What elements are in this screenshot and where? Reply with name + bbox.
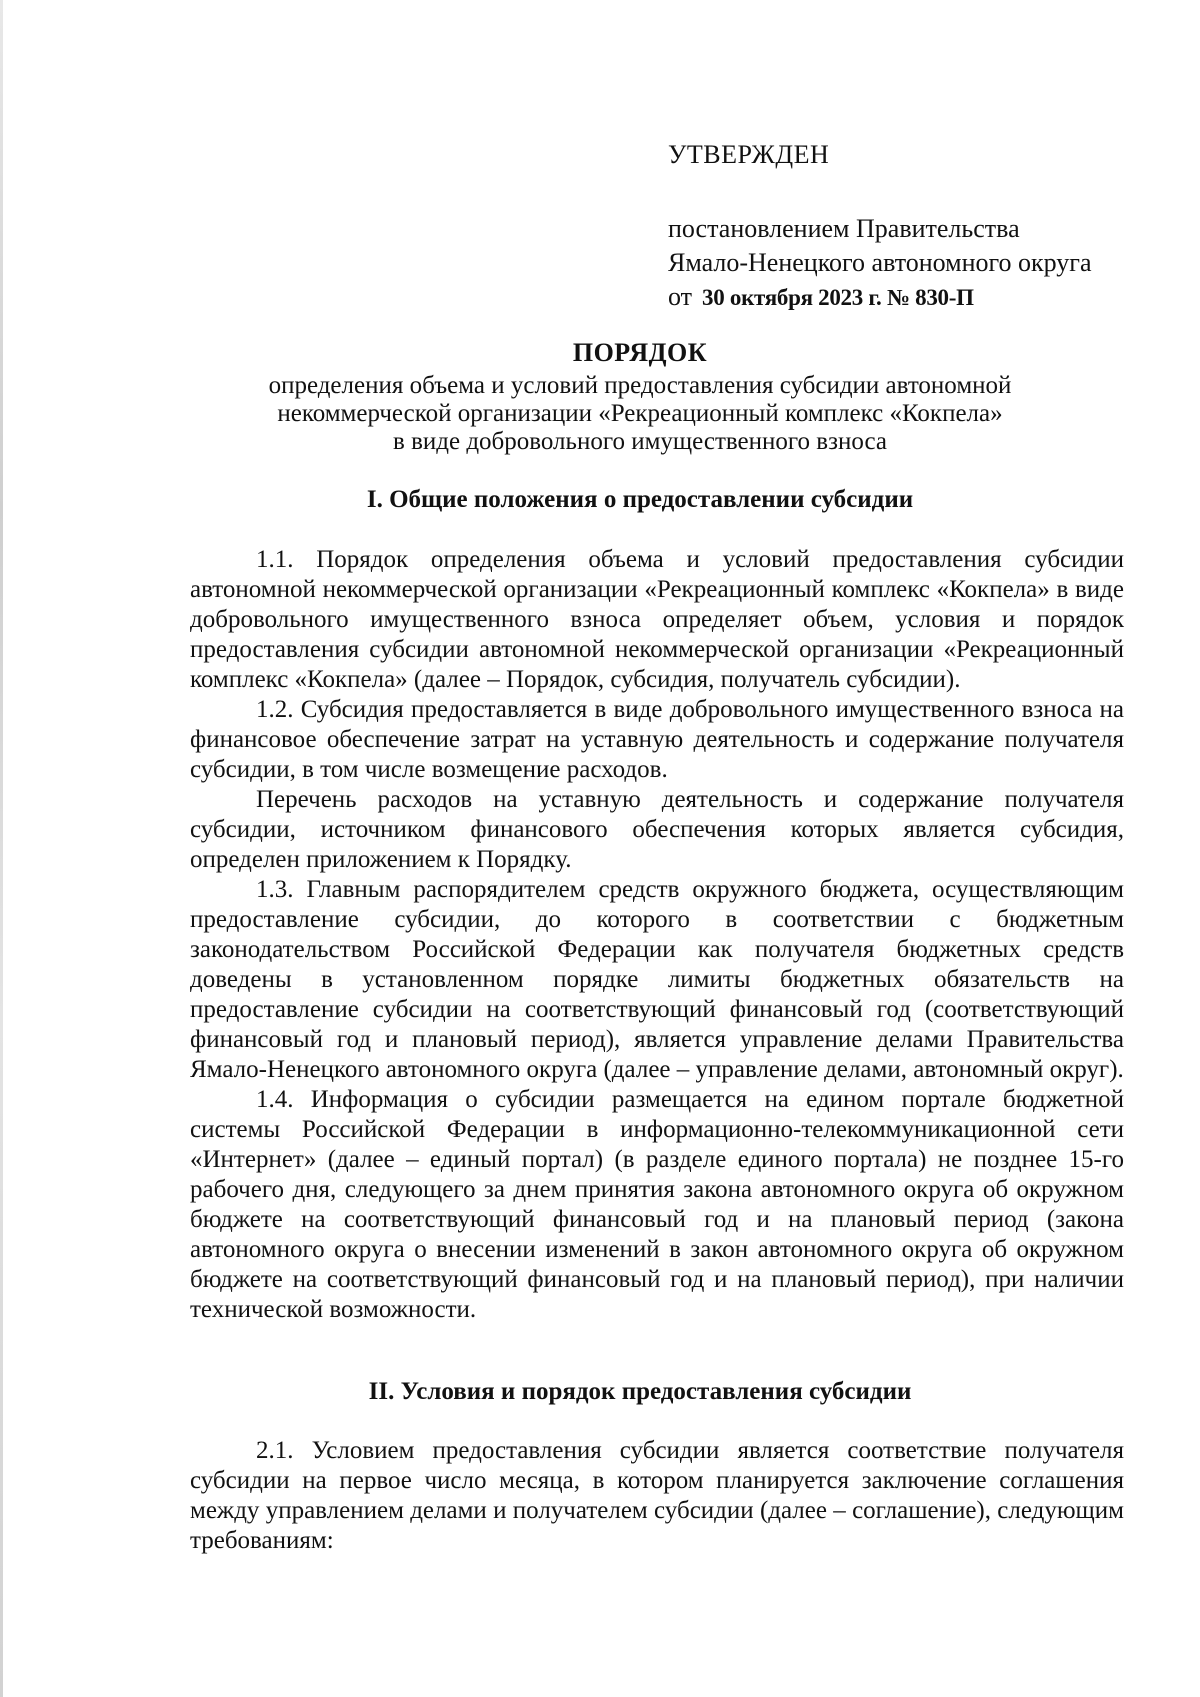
resolution-date-number: 30 октября 2023 г. № 830-П <box>702 285 974 310</box>
section-2-body <box>190 1436 1124 1556</box>
document-title: ПОРЯДОК <box>572 338 708 367</box>
approval-date-line <box>668 280 1092 315</box>
approved-label: УТВЕРЖДЕН <box>668 140 830 169</box>
approval-line-1: постановлением Правительства <box>668 214 1020 243</box>
approval-line-2: Ямало-Ненецкого автономного округа <box>668 248 1092 277</box>
paragraph-1-2: 1.2. Субсидия предоставляется в виде добровольного имущественного взноса на финансовое обеспечение затрат на уставную деятельность и содержание получателя субсидии, в том числе возмещение расходов. <box>190 696 1124 783</box>
paragraph-2-1: 2.1. Условием предоставления субсидии является соответствие получателя субсидии на первое число месяца, в котором планируется заключение соглашения между управлением делами и получателем субсидии (далее – соглашение), следующим требованиям: <box>190 1437 1124 1554</box>
approval-stamp <box>668 138 1092 315</box>
paragraph-1-2-list: Перечень расходов на уставную деятельность и содержание получателя субсидии, источником финансового обеспечения которых является субсидия, определен приложением к Порядку. <box>190 786 1124 873</box>
section-heading-2: II. Условия и порядок предоставления субсидии <box>368 1378 912 1405</box>
paragraph-1-4: 1.4. Информация о субсидии размещается на едином портале бюджетной системы Российской Федерации в информационно-телекоммуникационной сети «Интернет» (далее – единый портал) (в разделе единого портала) не позднее 15-го рабочего дня, следующего за днем принятия закона автономного округа об окружном бюджете на соответствующий финансовый год и на плановый период (закона автономного округа о внесении изменений в закон автономного округа об окружном бюджете на соответствующий финансовый год и на плановый период), при наличии технической возможности. <box>190 1086 1124 1323</box>
subtitle-line: в виде добровольного имущественного взноса <box>393 428 887 455</box>
document-subtitle <box>190 372 1090 456</box>
paragraph-1-3: 1.3. Главным распорядителем средств окружного бюджета, осуществляющим предоставление субсидии, до которого в соответствии с бюджетным законодательством Российской Федерации как получателя бюджетных средств доведены в установленном порядке лимиты бюджетных обязательств на предоставление субсидии на соответствующий финансовый год (соответствующий финансовый год и плановый период), является управление делами Правительства Ямало-Ненецкого автономного округа (далее – управление делами, автономный округ). <box>190 876 1124 1083</box>
section-heading-1: I. Общие положения о предоставлении субсидии <box>366 486 914 513</box>
subtitle-line: некоммерческой организации «Рекреационный комплекс «Кокпела» <box>277 400 1003 427</box>
subtitle-line: определения объема и условий предоставления субсидии автономной <box>268 372 1012 399</box>
date-prefix: от <box>668 282 693 311</box>
section-1-body <box>190 545 1124 1325</box>
paragraph-1-1: 1.1. Порядок определения объема и условий предоставления субсидии автономной некоммерческой организации «Рекреационный комплекс «Кокпела» в виде добровольного имущественного взноса определяет объем, условия и порядок предоставления субсидии автономной некоммерческой организации «Рекреационный комплекс «Кокпела» (далее – Порядок, субсидия, получатель субсидии). <box>190 546 1124 693</box>
scan-edge <box>0 0 3 1697</box>
